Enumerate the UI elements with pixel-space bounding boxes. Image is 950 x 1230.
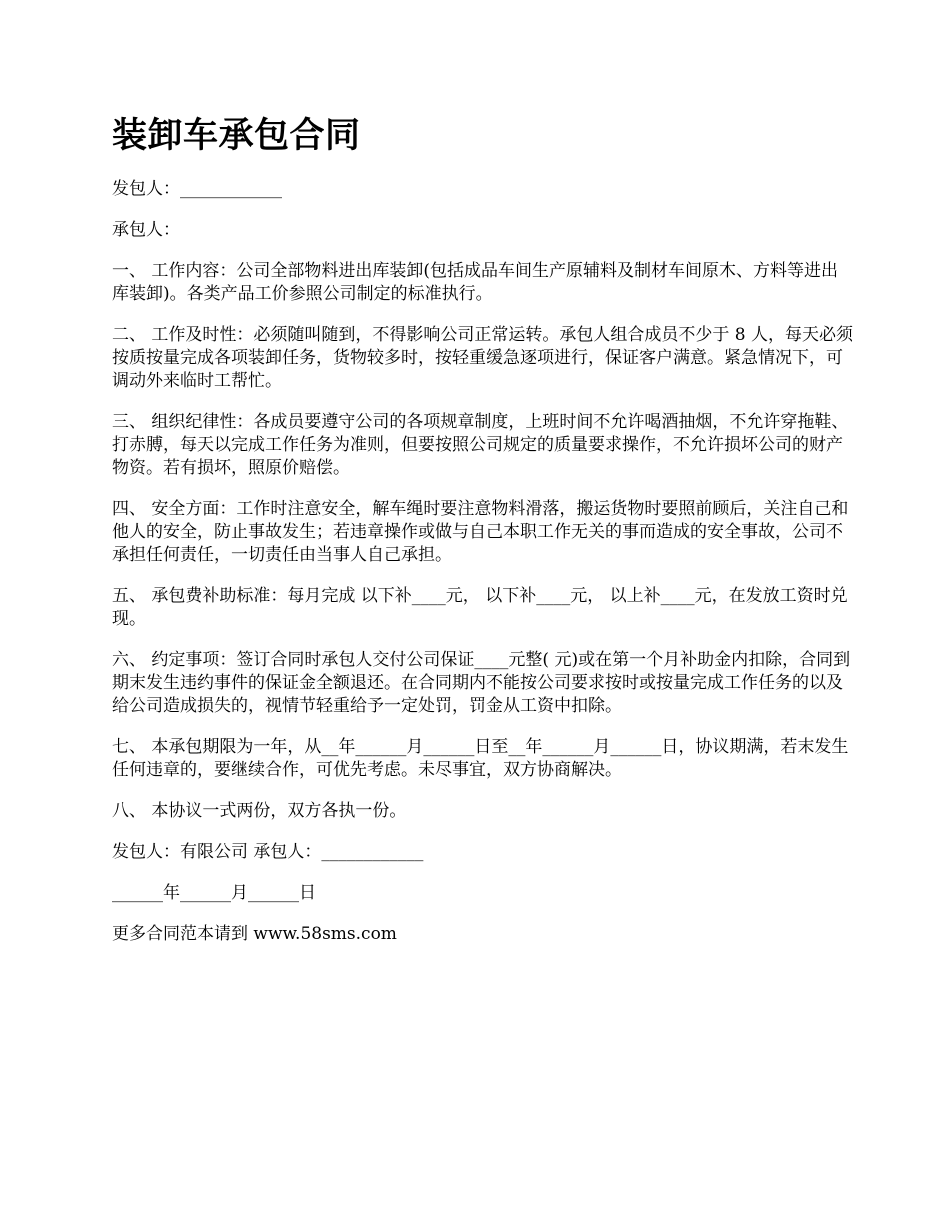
clause-4-safety: 四、 安全方面：工作时注意安全，解车绳时要注意物料滑落，搬运货物时要照前顾后，关注自己和他人的安全，防止事故发生；若违章操作或做与自己本职工作无关的事而造成的安全事故，公司不承担任何责任，一切责任由当事人自己承担。: [112, 499, 849, 565]
contract-page: [112, 112, 854, 964]
clause-6-agreements: 六、 约定事项：签订合同时承包人交付公司保证____元整( 元)或在第一个月补助金内扣除，合同到期末发生违约事件的保证金全额退还。在合同期内不能按公司要求按时或按量完成工作任务的以及给公司造成损失的，视情节轻重给予一定处罚，罚金从工资中扣除。: [112, 650, 851, 716]
date-line: ______年______月______日: [112, 883, 316, 903]
clause-5-subsidy: 五、 承包费补助标准：每月完成 以下补____元， 以下补____元， 以上补____元，在发放工资时兑现。: [112, 586, 848, 629]
signature-line: 发包人：有限公司 承包人：____________: [112, 842, 424, 862]
party-b-line: 承包人：: [112, 220, 180, 240]
clause-1-work-content: 一、 工作内容：公司全部物料进出库装卸(包括成品车间生产原辅料及制材车间原木、方料等进出库装卸)。各类产品工价参照公司制定的标准执行。: [112, 261, 839, 304]
footer-link-text: 更多合同范本请到 www.58sms.com: [112, 924, 397, 944]
clause-2-timeliness: 二、 工作及时性：必须随叫随到，不得影响公司正常运转。承包人组合成员不少于 8 人，每天必须按质按量完成各项装卸任务，货物较多时，按轻重缓急逐项进行，保证客户满意。紧急情况下，可调动外来临时工帮忙。: [112, 325, 854, 391]
clause-7-term: 七、 本承包期限为一年，从__年______月______日至__年______月______日，协议期满，若末发生任何违章的，要继续合作，可优先考虑。未尽事宜，双方协商解决。: [112, 737, 849, 780]
document-title: 装卸车承包合同: [112, 116, 361, 156]
party-a-line: 发包人：____________: [112, 179, 282, 199]
clause-3-discipline: 三、 组织纪律性：各成员要遵守公司的各项规章制度，上班时间不允许喝酒抽烟，不允许穿拖鞋、打赤膊，每天以完成工作任务为准则，但要按照公司规定的质量要求操作，不允许损坏公司的财产物资。若有损坏，照原价赔偿。: [112, 412, 849, 478]
clause-8-copies: 八、 本协议一式两份，双方各执一份。: [112, 801, 407, 821]
